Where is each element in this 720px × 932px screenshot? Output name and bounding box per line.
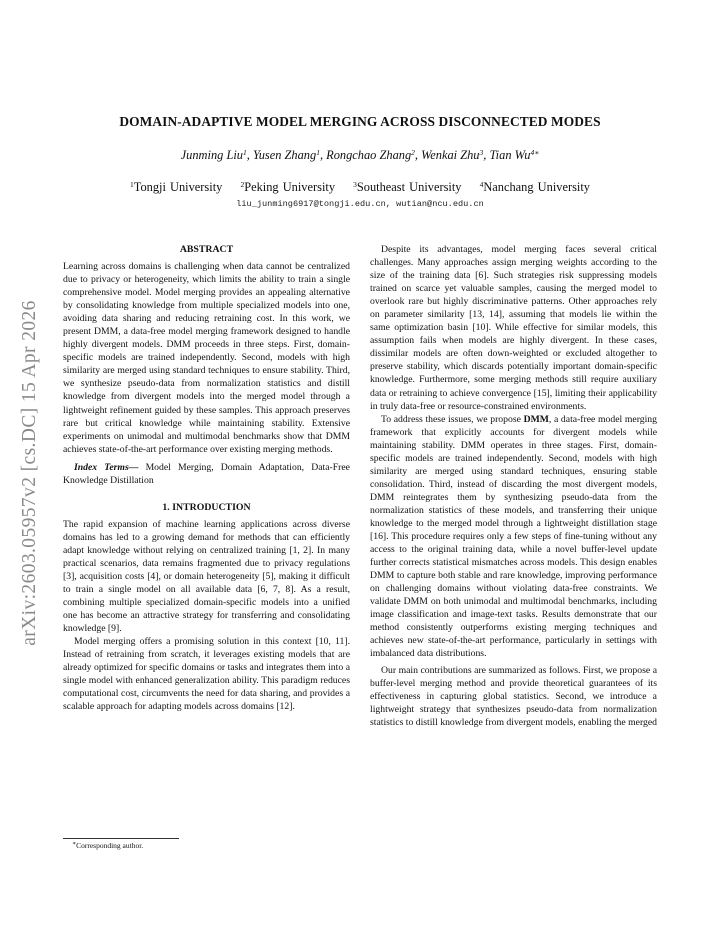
- author-name: Yusen Zhang: [252, 148, 317, 162]
- intro-paragraph: Model merging offers a promising solution in this context [10, 11]. Instead of retraining from scratch, it leverages existing models that are already optimized for specific domains or tasks and integrates them into a single model with enhanced generalization ability. This paradigm reduces computational cost, circumvents the need for data sharing, and provides a scalable approach for adapting models across domains [12].: [63, 636, 350, 713]
- body-paragraph: Our main contributions are summarized as follows. First, we propose a buffer-level merging method and provide theoretical guarantees of its effectiveness in capturing global statistics. Second, we introduce a lightweight strategy that synthesizes pseudo-data from normalization statistics to distill knowledge from divergent models, enabling the merged: [370, 664, 657, 728]
- method-name: DMM: [523, 413, 549, 425]
- arxiv-identifier: [10, 275, 50, 670]
- author-name: Wenkai Zhu: [421, 148, 480, 162]
- author-affiliation-mark: 2: [411, 148, 415, 157]
- footnote-text: Corresponding author.: [76, 841, 144, 850]
- affiliation: $^3$Southeast University: [353, 180, 462, 194]
- affiliation: $^4$Nanchang University: [479, 180, 590, 194]
- arxiv-identifier-text: arXiv:2603.05957v2 [cs.DC] 15 Apr 2026: [19, 299, 40, 646]
- affiliation-list: [60, 180, 660, 195]
- paper-title: DOMAIN-ADAPTIVE MODEL MERGING ACROSS DISCONNECTED MODES: [119, 114, 601, 129]
- author-emails: liu_junming6917@tongji.edu.cn, wutian@ncu.edu.cn: [236, 199, 484, 209]
- author-name: Junming Liu: [180, 148, 243, 162]
- index-terms-label: Index Terms—: [74, 461, 139, 473]
- footnote-divider: [63, 838, 179, 839]
- abstract-text: Learning across domains is challenging when data cannot be centralized due to privacy or heterogeneity, which limits the ability to train a single comprehensive model. Model merging provides an appealing alternative by consolidating knowledge from multiple specialized models into one, avoiding data sharing and reducing retraining cost. In this work, we present DMM, a data-free model merging framework designed to handle highly divergent models. DMM proceeds in three steps. First, domain-specific models are trained independently. Second, models with high similarity are merged using standard techniques to ensure stability. Third, we synthesize pseudo-data from normalization statistics and distill knowledge from divergent models into the merged model through a lightweight refinement guided by these samples. This approach preserves rare but critical knowledge while maintaining stability. Extensive experiments on unimodal and multimodal benchmarks show that DMM achieves state-of-the-art performance over existing merging methods.: [63, 261, 350, 455]
- author-affiliation-mark: 1: [242, 148, 247, 157]
- author-affiliation-mark: 3: [479, 148, 484, 157]
- abstract-heading: ABSTRACT: [179, 244, 234, 255]
- body-paragraph: Despite its advantages, model merging faces several critical challenges. Many approaches assign merging weights according to the size of the training data [6]. Such strategies risk suppressing models trained on scarce yet valuable samples, causing the merged model to overlook rare but highly discriminative patterns. Other approaches rely on parameter similarity [13, 14], assuming that models lie within the same optimization basin [10]. While effective for similar models, this assumption fails when models are highly divergent. In these cases, dissimilar models are often down-weighted or excluded altogether to preserve stability, which discards potentially important domain-specific knowledge. Furthermore, some merging methods still require auxiliary data or retraining to achieve convergence [15], limiting their applicability in truly data-free or resource-constrained environments.: [370, 244, 657, 412]
- author-affiliation-mark: 4∗: [530, 148, 540, 157]
- left-column: [63, 243, 350, 714]
- affiliation: $^1$Tongji University: [130, 180, 223, 194]
- index-terms-text: Model Merging, Domain Adaptation, Data-Free Knowledge Distillation: [63, 461, 350, 486]
- author-name: Tian Wu: [489, 148, 531, 162]
- intro-paragraph: The rapid expansion of machine learning applications across diverse domains has led to a growing demand for methods that can efficiently adapt knowledge without relying on centralized training [1, 2]. In many practical scenarios, data remains fragmented due to privacy regulations [3], acquisition costs [4], or domain heterogeneity [5], making it difficult to train a single model on all available data [6, 7, 8]. As a result, combining multiple specialized domain-specific models into a unified one has become an attractive strategy for transferring and consolidating knowledge [9].: [63, 518, 350, 635]
- author-list: Junming Liu$^1$, Yusen Zhang$^1$, Rongchao Zhang$^2$, Wenkai Zhu$^3$, Tian $Wu^{4∗}$: [180, 148, 540, 162]
- introduction-heading: 1. INTRODUCTION: [162, 501, 251, 513]
- affiliation: $^2$Peking University: [240, 180, 336, 194]
- body-paragraph: To address these issues, we propose DMM, a data-free model merging framework that explicitly accounts for divergent models while maintaining stability. DMM operates in three stages. First, domain-specific models are trained independently. Second, models with high similarity are merged using standard techniques, ensuring stable consolidation. Third, instead of discarding the most divergent models, DMM reintegrates them by synthesizing pseudo-data from the normalization statistics of these models, and transferring their unique knowledge to the merged model through a lightweight distillation stage [16]. This procedure requires only a few steps of fine-tuning without any access to the original training data, while a novel buffer-level update further corrects statistical mismatches across models. This design enables DMM to capture both stable and rare knowledge, improving performance on challenging domains without violating data-free constraints. We validate DMM on both unimodal and multimodal benchmarks, including image classification and image-text tasks. Results demonstrate that our method consistently outperforms existing merging techniques and achieves new state-of-the-art performance, particularly in settings with imbalanced data distributions.: [370, 413, 657, 660]
- right-column: [370, 243, 657, 729]
- author-name: Rongchao Zhang: [326, 148, 412, 162]
- footnote: ∗Corresponding author.: [72, 841, 144, 850]
- author-affiliation-mark: 1: [316, 148, 320, 157]
- index-terms: [63, 461, 350, 487]
